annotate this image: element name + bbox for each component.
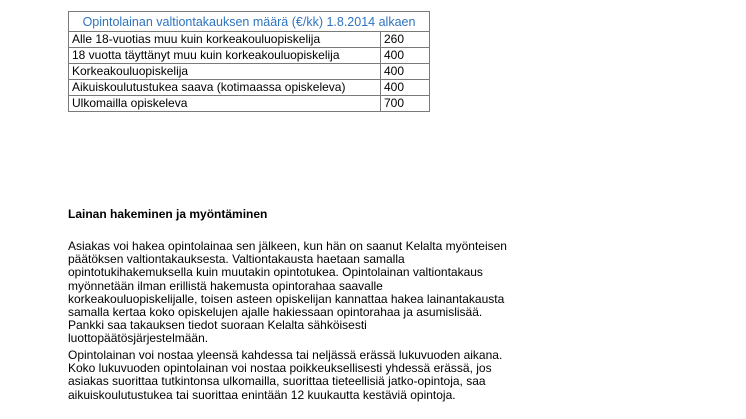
row-value: 400 bbox=[381, 80, 430, 96]
table-row bbox=[69, 80, 430, 96]
row-value: 400 bbox=[381, 48, 430, 64]
row-value: 400 bbox=[381, 64, 430, 80]
guarantee-table bbox=[68, 11, 430, 112]
table-row bbox=[69, 32, 430, 48]
row-label: 18 vuotta täyttänyt muu kuin korkeakouluopiskelija bbox=[69, 48, 381, 64]
section-heading: Lainan hakeminen ja myöntäminen bbox=[68, 207, 268, 221]
row-label: Korkeakouluopiskelija bbox=[69, 64, 381, 80]
table-header: Opintolainan valtiontakauksen määrä (€/kk) 1.8.2014 alkaen bbox=[69, 12, 430, 32]
row-label: Ulkomailla opiskeleva bbox=[69, 96, 381, 112]
row-label: Aikuiskoulutustukea saava (kotimaassa opiskeleva) bbox=[69, 80, 381, 96]
paragraph: Opintolainan voi nostaa yleensä kahdessa tai neljässä erässä lukuvuoden aikana. Koko lukuvuoden opintolainan voi nostaa poikkeuksellisesti yhdessä erässä, jos asiakas suorittaa tutkintonsa ulkomailla, suorittaa tieteellisiä jatko-opintoja, saa aikuiskoulutustukea tai suorittaa enintään 12 kuukautta kestäviä opintoja. bbox=[68, 348, 503, 402]
table-row bbox=[69, 64, 430, 80]
table-header-row bbox=[69, 12, 430, 32]
table-row bbox=[69, 96, 430, 112]
row-value: 260 bbox=[381, 32, 430, 48]
paragraph: Asiakas voi hakea opintolainaa sen jälkeen, kun hän on saanut Kelalta myönteisen päätöksen valtiontakauksesta. Valtiontakausta haetaan samalla opintotukihakemuksella kuin muutakin opintotukea. Opintolainan valtiontakaus myönnetään ilman erillistä hakemusta opintorahaa saavalle korkeakouluopiskelijalle, toisen asteen opiskelijan kannattaa hakea lainantakausta samalla kertaa koko opiskelujen ajalle hakiessaan opintorahaa ja asumislisää. Pankki saa takauksen tiedot suoraan Kelalta sähköisesti luottopäätösjärjestelmään. bbox=[68, 239, 507, 346]
row-value: 700 bbox=[381, 96, 430, 112]
row-label: Alle 18-vuotias muu kuin korkeakouluopiskelija bbox=[69, 32, 381, 48]
table-row bbox=[69, 48, 430, 64]
